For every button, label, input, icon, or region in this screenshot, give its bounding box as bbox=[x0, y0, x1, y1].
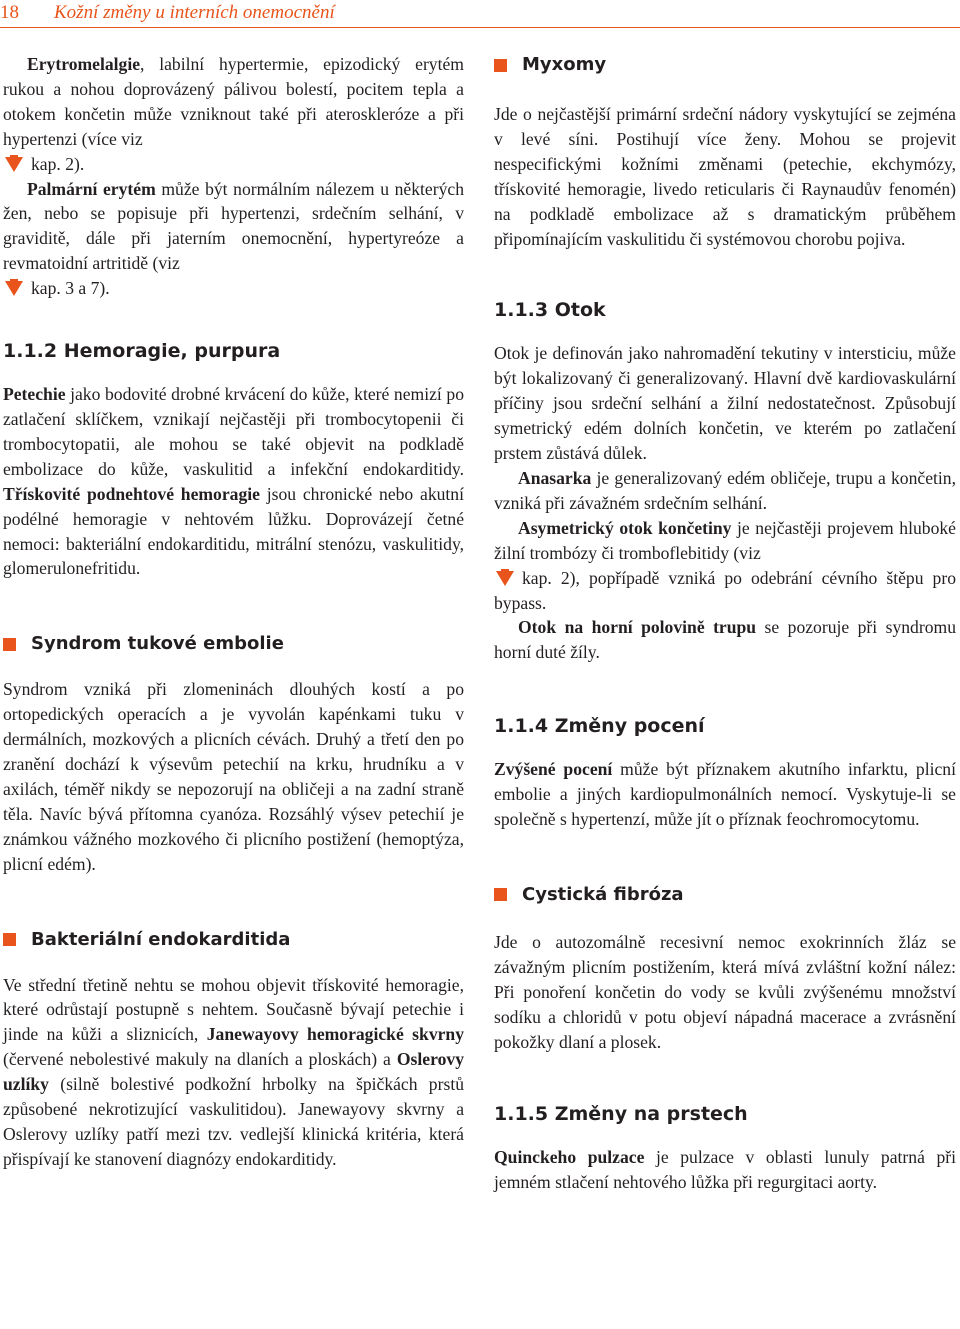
arrow-down-icon bbox=[3, 155, 25, 173]
text: , labilní hypertermie, epizodický erytém rukou a nohou doprovázený pálivou bolestí, pocitem tepla a otokem končetin může vzniknout také při ateroskleróze a při hypertenzi (více viz bbox=[3, 54, 464, 149]
term-erytromelalgie: Erytromelalgie bbox=[27, 54, 141, 74]
subheading-label: Cystická fibróza bbox=[522, 883, 684, 905]
paragraph-otok: Otok je definován jako nahromadění tekutiny v intersticiu, může být lokalizovaný či generalizovaný. Hlavní dvě kardiovaskulární příčiny jsou srdeční selhání a žilní nedostatečnost. Způsobují symetrický edém dolních končetin, ve kterém po zatlačení prstem zůstává důlek. bbox=[494, 343, 956, 464]
term-anasarka: Anasarka bbox=[518, 467, 592, 488]
running-header bbox=[0, 0, 960, 28]
text: je nejčastěji projevem hluboké žilní trombózy či tromboflebitidy (viz bbox=[494, 517, 956, 563]
subheading-label: Myxomy bbox=[522, 54, 607, 75]
header-rule bbox=[0, 27, 960, 28]
paragraph-otok-trupu bbox=[494, 615, 956, 665]
paragraph-endokarditida bbox=[3, 973, 464, 1172]
bullet-square-icon bbox=[494, 59, 507, 72]
section-heading-otok: 1.1.3 Otok bbox=[494, 299, 606, 322]
paragraph-tukova-embolie: Syndrom vzniká při zlomeninách dlouhých kostí a po ortopedických operacích a je vyvolán kapénkami tuku v dermálních, mozkových a plicních cévách. Druhý a třetí den po zranění dochází k výsevům petechií na krku, hrudníku a v axilách, téměř nikdy se nepozorují na obličeji a na zadní straně těla. Navíc bývá přítomna cyanóza. Rozsáhlý výsev petechií je známkou vážného mozkového či plicního postižení (hemoptýza, plicní edém). bbox=[3, 679, 464, 874]
text: jako bodovité drobné krvácení do kůže, které nemizí po zatlačení sklíčkem, vznikají nejčastěji při trombocytopenii či trombocytopatii, ale mohou se také objevit na podkladě embolizace do kůže, vaskulitid a infekční endokarditidy. bbox=[3, 384, 464, 479]
subheading-bakterialni-endokarditida bbox=[3, 927, 464, 953]
bullet-square-icon bbox=[3, 638, 16, 651]
subheading-myxomy bbox=[494, 52, 956, 78]
text: (červené nebolestivé makuly na dlaních a ploskách) a bbox=[3, 1049, 397, 1070]
subheading-tukova-embolie bbox=[3, 631, 464, 657]
section-heading-poceni: 1.1.4 Změny pocení bbox=[494, 715, 705, 738]
text: je generalizovaný edém obličeje, trupu a končetin, vzniká při závažném srdečním selhání. bbox=[494, 467, 956, 513]
section-heading-hemoragie: 1.1.2 Hemoragie, purpura bbox=[3, 340, 281, 363]
arrow-down-icon bbox=[3, 279, 25, 297]
term-petechie: Petechie bbox=[3, 384, 66, 405]
text: se pozoruje při syndromu horní duté žíly. bbox=[494, 617, 956, 663]
text: jsou chronické nebo akutní podélné hemoragie v nehtovém lůžku. Doprovázejí četné nemoci: bakteriální endokarditidu, mitrální stenózu, vaskulitidy, glomerulonefritidu. bbox=[3, 483, 464, 579]
cross-reference: kap. 2). bbox=[31, 153, 85, 174]
term-triskovite-hemoragie: Třískovité podnehtové hemoragie bbox=[3, 483, 260, 504]
text: Ve střední třetině nehtu se mohou objevit třískovité hemoragie, které odrůstají postupně s nehtem. Současně bývají petechie i jinde na kůži a sliznicích, bbox=[3, 974, 464, 1045]
term-oslerovy-uzliky: Oslerovy uzlíky bbox=[3, 1049, 464, 1095]
paragraph-erytromelalgie bbox=[3, 52, 464, 177]
bullet-square-icon bbox=[494, 888, 507, 901]
paragraph-poceni bbox=[494, 757, 956, 832]
paragraph-cysticka-fibroza: Jde o autozomálně recesivní nemoc exokrinních žláz se závažným plicním postižením, která mívá zvláštní kožní nález: Při ponoření končetin do vody se kvůli zvýšenému množství sodíku a chloridů v potu objeví nápadná macerace a zvrásnění pokožky dlaní a plosek. bbox=[494, 931, 956, 1052]
running-title: Kožní změny u interních onemocnění bbox=[54, 2, 335, 23]
text: může být příznakem akutního infarktu, plicní embolie a jiných kardiopulmonálních nemocí. Vyskytuje-li se společně s hypertenzí, může jít o příznak feochromocytomu. bbox=[494, 759, 956, 830]
subheading-cysticka-fibroza bbox=[494, 882, 956, 908]
right-column bbox=[494, 52, 956, 1195]
term-quinckeho-pulzace: Quinckeho pulzace bbox=[494, 1147, 645, 1168]
term-otok-horni-poloviny-trupu: Otok na horní polovině trupu bbox=[518, 617, 757, 638]
paragraph-quinckeho-pulzace bbox=[494, 1145, 956, 1195]
text: může být normálním nálezem u některých žen, nebo se popisuje při hypertenzi, srdečním selhání, v graviditě, dále při jaterním onemocnění, hypertyreóze a revmatoidní artritidě (viz bbox=[3, 178, 464, 274]
left-column bbox=[3, 52, 464, 1172]
subheading-label: Syndrom tukové embolie bbox=[31, 633, 284, 655]
section-heading-prsty: 1.1.5 Změny na prstech bbox=[494, 1103, 748, 1126]
cross-reference: kap. 3 a 7). bbox=[31, 278, 110, 299]
paragraph-myxomy: Jde o nejčastější primární srdeční nádory vyskytující se zejména v levé síni. Postihují více ženy. Mohou se projevit nespecifickými kožními změnami (petechie, ekchymózy, třískovité hemoragie, livedo reticularis či Raynaudův fenomén) na podkladě embolizace až s dramatickým průběhem připomínajícím vaskulitidu či systémovou chorobu pojiva. bbox=[494, 104, 956, 249]
bullet-square-icon bbox=[3, 933, 16, 946]
paragraph-petechie bbox=[3, 382, 464, 581]
paragraph-asymetricky-otok bbox=[494, 516, 956, 616]
text: je pulzace v oblasti lunuly patrná při jemném stlačení nehtového lůžka při regurgitaci aorty. bbox=[494, 1147, 956, 1193]
arrow-down-icon bbox=[494, 569, 516, 587]
term-janewayovy-skvrny: Janewayovy hemoragické skvrny bbox=[206, 1024, 465, 1045]
paragraph-anasarka bbox=[494, 466, 956, 516]
term-palmarni-erytem: Palmární erytém bbox=[27, 178, 156, 199]
text: (silně bolestivé podkožní hrbolky na špičkách prstů způsobené nekrotizující vaskulitidou). Janewayovy skvrny a Oslerovy uzlíky patří mezi tzv. vedlejší klinická kritéria, která přispívají ke stanovení diagnózy endokarditidy. bbox=[3, 1074, 464, 1169]
term-zvysene-poceni: Zvýšené pocení bbox=[494, 759, 613, 780]
cross-reference: kap. 2), popřípadě vzniká po odebrání cévního štěpu pro bypass. bbox=[494, 567, 956, 613]
page-number: 18 bbox=[0, 2, 19, 23]
term-asymetricky-otok: Asymetrický otok končetiny bbox=[518, 517, 732, 538]
paragraph-palmarni-erytem bbox=[3, 177, 464, 302]
subheading-label: Bakteriální endokarditida bbox=[31, 928, 291, 950]
